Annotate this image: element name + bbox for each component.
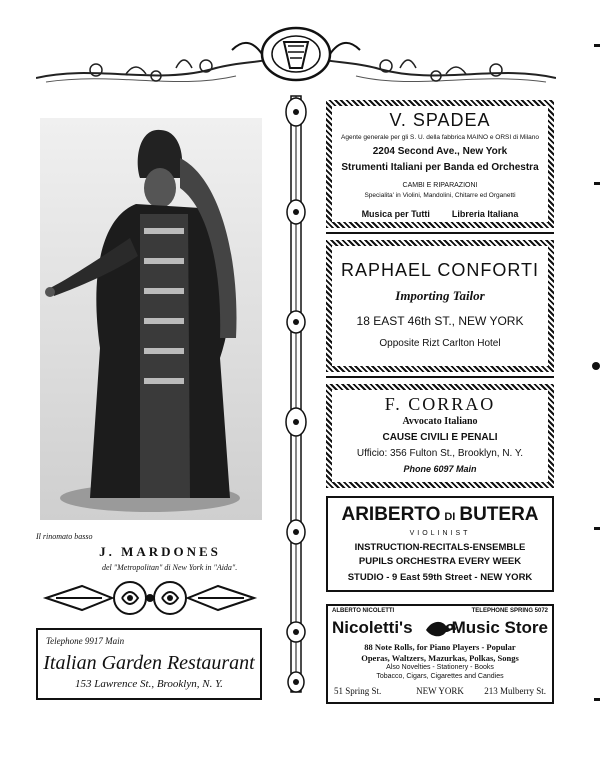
nicoletti-line4: Tobacco, Cigars, Cigarettes and Candies: [376, 673, 504, 680]
corrao-phone: Phone 6097 Main: [403, 464, 477, 474]
nicoletti-name-right: Music Store: [451, 618, 548, 637]
conforti-name: RAPHAEL CONFORTI: [340, 260, 540, 280]
corrao-ad: [326, 384, 554, 488]
corrao-office: Ufficio: 356 Fulton St., Brooklyn, N. Y.: [356, 448, 524, 459]
spadea-music: Musica per Tutti: [361, 209, 430, 219]
singer-photograph: [40, 118, 262, 520]
conforti-note: Opposite Rizt Carlton Hotel: [379, 338, 501, 349]
butera-role: VIOLINIST: [409, 530, 471, 537]
vertical-ornament-column: [282, 92, 310, 696]
photo-caption-small: Il rinomato basso: [36, 532, 93, 541]
nicoletti-address-mid: NEW YORK: [416, 686, 464, 696]
butera-line3: STUDIO - 9 East 59th Street - NEW YORK: [347, 572, 533, 583]
spadea-agent-line: Agente generale per gli S. U. della fabbrica MAINO e ORSI di Milano: [341, 134, 539, 141]
restaurant-phone: Telephone 9917 Main: [46, 636, 125, 646]
conforti-ad: [326, 240, 554, 372]
butera-line1: INSTRUCTION-RECITALS-ENSEMBLE: [354, 542, 526, 553]
nicoletti-line2: Operas, Waltzers, Mazurkas, Polkas, Songs: [361, 653, 519, 663]
spadea-specialty: Specialita' in Violini, Mandolini, Chitarre ed Organetti: [364, 192, 516, 199]
spadea-ad: [326, 100, 554, 228]
corrao-name: F. CORRAO: [384, 394, 496, 414]
singer-subtitle: del "Metropolitan" di New York in "Aida".: [102, 563, 238, 572]
nicoletti-name-left: Nicoletti's: [332, 618, 413, 637]
restaurant-name: Italian Garden Restaurant: [43, 652, 255, 674]
conforti-address: 18 EAST 46th ST., NEW YORK: [356, 314, 524, 328]
spadea-repairs: CAMBI E RIPARAZIONI: [402, 182, 478, 189]
conforti-trade: Importing Tailor: [395, 288, 485, 303]
spadea-address: 2204 Second Ave., New York: [372, 146, 508, 157]
butera-name-di: DI: [444, 511, 456, 523]
nicoletti-line3: Also Novelties - Stationery - Books: [386, 664, 494, 671]
nicoletti-owner: ALBERTO NICOLETTI: [332, 608, 395, 614]
divider-rule: [326, 232, 554, 234]
nicoletti-address-right: 213 Mulberry St.: [484, 686, 546, 696]
corrao-title: Avvocato Italiano: [402, 416, 478, 427]
edge-mark: [594, 44, 600, 47]
singer-name: J. MARDONES: [99, 544, 221, 559]
butera-name-last: BUTERA: [459, 504, 539, 525]
nicoletti-ad: [326, 604, 554, 704]
restaurant-ad: [36, 628, 262, 700]
restaurant-address: 153 Lawrence St., Brooklyn, N. Y.: [75, 678, 223, 690]
spadea-title: V. SPADEA: [389, 110, 491, 130]
top-ornament: [36, 24, 556, 94]
spadea-headline: Strumenti Italiani per Banda ed Orchestra: [341, 162, 539, 173]
edge-mark: [594, 527, 600, 530]
corrao-cases: CAUSE CIVILI E PENALI: [382, 432, 498, 443]
butera-line2: PUPILS ORCHESTRA EVERY WEEK: [358, 556, 522, 567]
nicoletti-address-left: 51 Spring St.: [334, 686, 382, 696]
butera-ad: [326, 496, 554, 592]
edge-mark: [594, 698, 600, 701]
decorative-motif-row: [42, 578, 258, 618]
edge-mark: [592, 362, 600, 370]
butera-name-first: ARIBERTO: [341, 504, 441, 525]
divider-rule: [326, 376, 554, 378]
nicoletti-phone: TELEPHONE SPRING 5072: [471, 608, 548, 614]
nicoletti-line1: 88 Note Rolls, for Piano Players - Popular: [364, 642, 516, 652]
edge-mark: [594, 182, 600, 185]
spadea-library: Libreria Italiana: [451, 209, 519, 219]
